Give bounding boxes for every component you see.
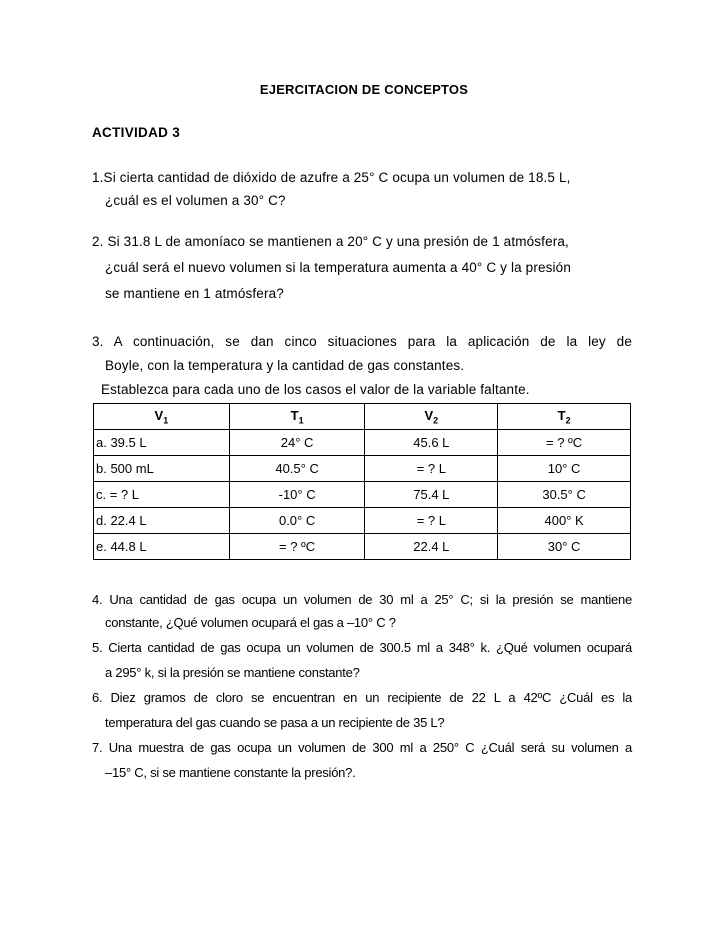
variables-table: [93, 403, 631, 560]
table-cell: 400° K: [498, 508, 631, 534]
question-6-line-2: temperatura del gas cuando se pasa a un recipiente de 35 L?: [105, 715, 445, 730]
table-header-row: [94, 404, 631, 430]
table-cell: a. 39.5 L: [94, 430, 230, 456]
table-cell: = ? ºC: [229, 534, 365, 560]
table-row: [94, 534, 631, 560]
question-2-line-2: ¿cuál será el nuevo volumen si la temperatura aumenta a 40° C y la presión: [105, 260, 571, 275]
question-3-line-3: Establezca para cada uno de los casos el valor de la variable faltante.: [101, 382, 530, 397]
header-v1: $V_1$: [94, 404, 230, 430]
header-t2: $T_2$: [498, 404, 631, 430]
table-row: [94, 430, 631, 456]
table-cell: e. 44.8 L: [94, 534, 230, 560]
question-4-line-2: constante, ¿Qué volumen ocupará el gas a –10° C ?: [105, 615, 396, 630]
table-cell: 22.4 L: [365, 534, 498, 560]
table-cell: 75.4 L: [365, 482, 498, 508]
table-cell: = ? ºC: [498, 430, 631, 456]
table-cell: 24° C: [229, 430, 365, 456]
question-5-line-2: a 295° k, si la presión se mantiene constante?: [105, 665, 360, 680]
question-6-line-1: 6. Diez gramos de cloro se encuentran en un recipiente de 22 L a 42ºC ¿Cuál es la: [92, 690, 632, 705]
table-cell: b. 500 mL: [94, 456, 230, 482]
table-cell: 30° C: [498, 534, 631, 560]
table-row: [94, 508, 631, 534]
table-cell: 45.6 L: [365, 430, 498, 456]
question-5-line-1: 5. Cierta cantidad de gas ocupa un volumen de 300.5 ml a 348° k. ¿Qué volumen ocupará: [92, 640, 632, 655]
question-1-line-1: 1.Si cierta cantidad de dióxido de azufre a 25° C ocupa un volumen de 18.5 L,: [92, 170, 571, 185]
table-cell: -10° C: [229, 482, 365, 508]
table-row: [94, 482, 631, 508]
table-cell: 10° C: [498, 456, 631, 482]
header-t1: $T_1$: [229, 404, 365, 430]
question-2-line-3: se mantiene en 1 atmósfera?: [105, 286, 284, 301]
table-cell: 0.0° C: [229, 508, 365, 534]
question-3-line-2: Boyle, con la temperatura y la cantidad de gas constantes.: [105, 358, 465, 373]
table-cell: c. = ? L: [94, 482, 230, 508]
header-v2: $V_2$: [365, 404, 498, 430]
table-cell: 30.5° C: [498, 482, 631, 508]
question-7-line-1: 7. Una muestra de gas ocupa un volumen de 300 ml a 250° C ¿Cuál será su volumen a: [92, 740, 632, 755]
table-cell: = ? L: [365, 508, 498, 534]
question-7-line-2: –15° C, si se mantiene constante la presión?.: [105, 765, 356, 780]
question-3-line-1: 3. A continuación, se dan cinco situaciones para la aplicación de la ley de: [92, 334, 632, 349]
question-1-line-2: ¿cuál es el volumen a 30° C?: [105, 193, 286, 208]
question-2-line-1: 2. Si 31.8 L de amoníaco se mantienen a 20° C y una presión de 1 atmósfera,: [92, 234, 569, 249]
document-title: EJERCITACION DE CONCEPTOS: [259, 82, 469, 97]
table-cell: 40.5° C: [229, 456, 365, 482]
table-row: [94, 456, 631, 482]
table-cell: d. 22.4 L: [94, 508, 230, 534]
question-4-line-1: 4. Una cantidad de gas ocupa un volumen de 30 ml a 25° C; si la presión se mantiene: [92, 592, 632, 607]
table-cell: = ? L: [365, 456, 498, 482]
activity-heading: ACTIVIDAD 3: [92, 125, 181, 140]
